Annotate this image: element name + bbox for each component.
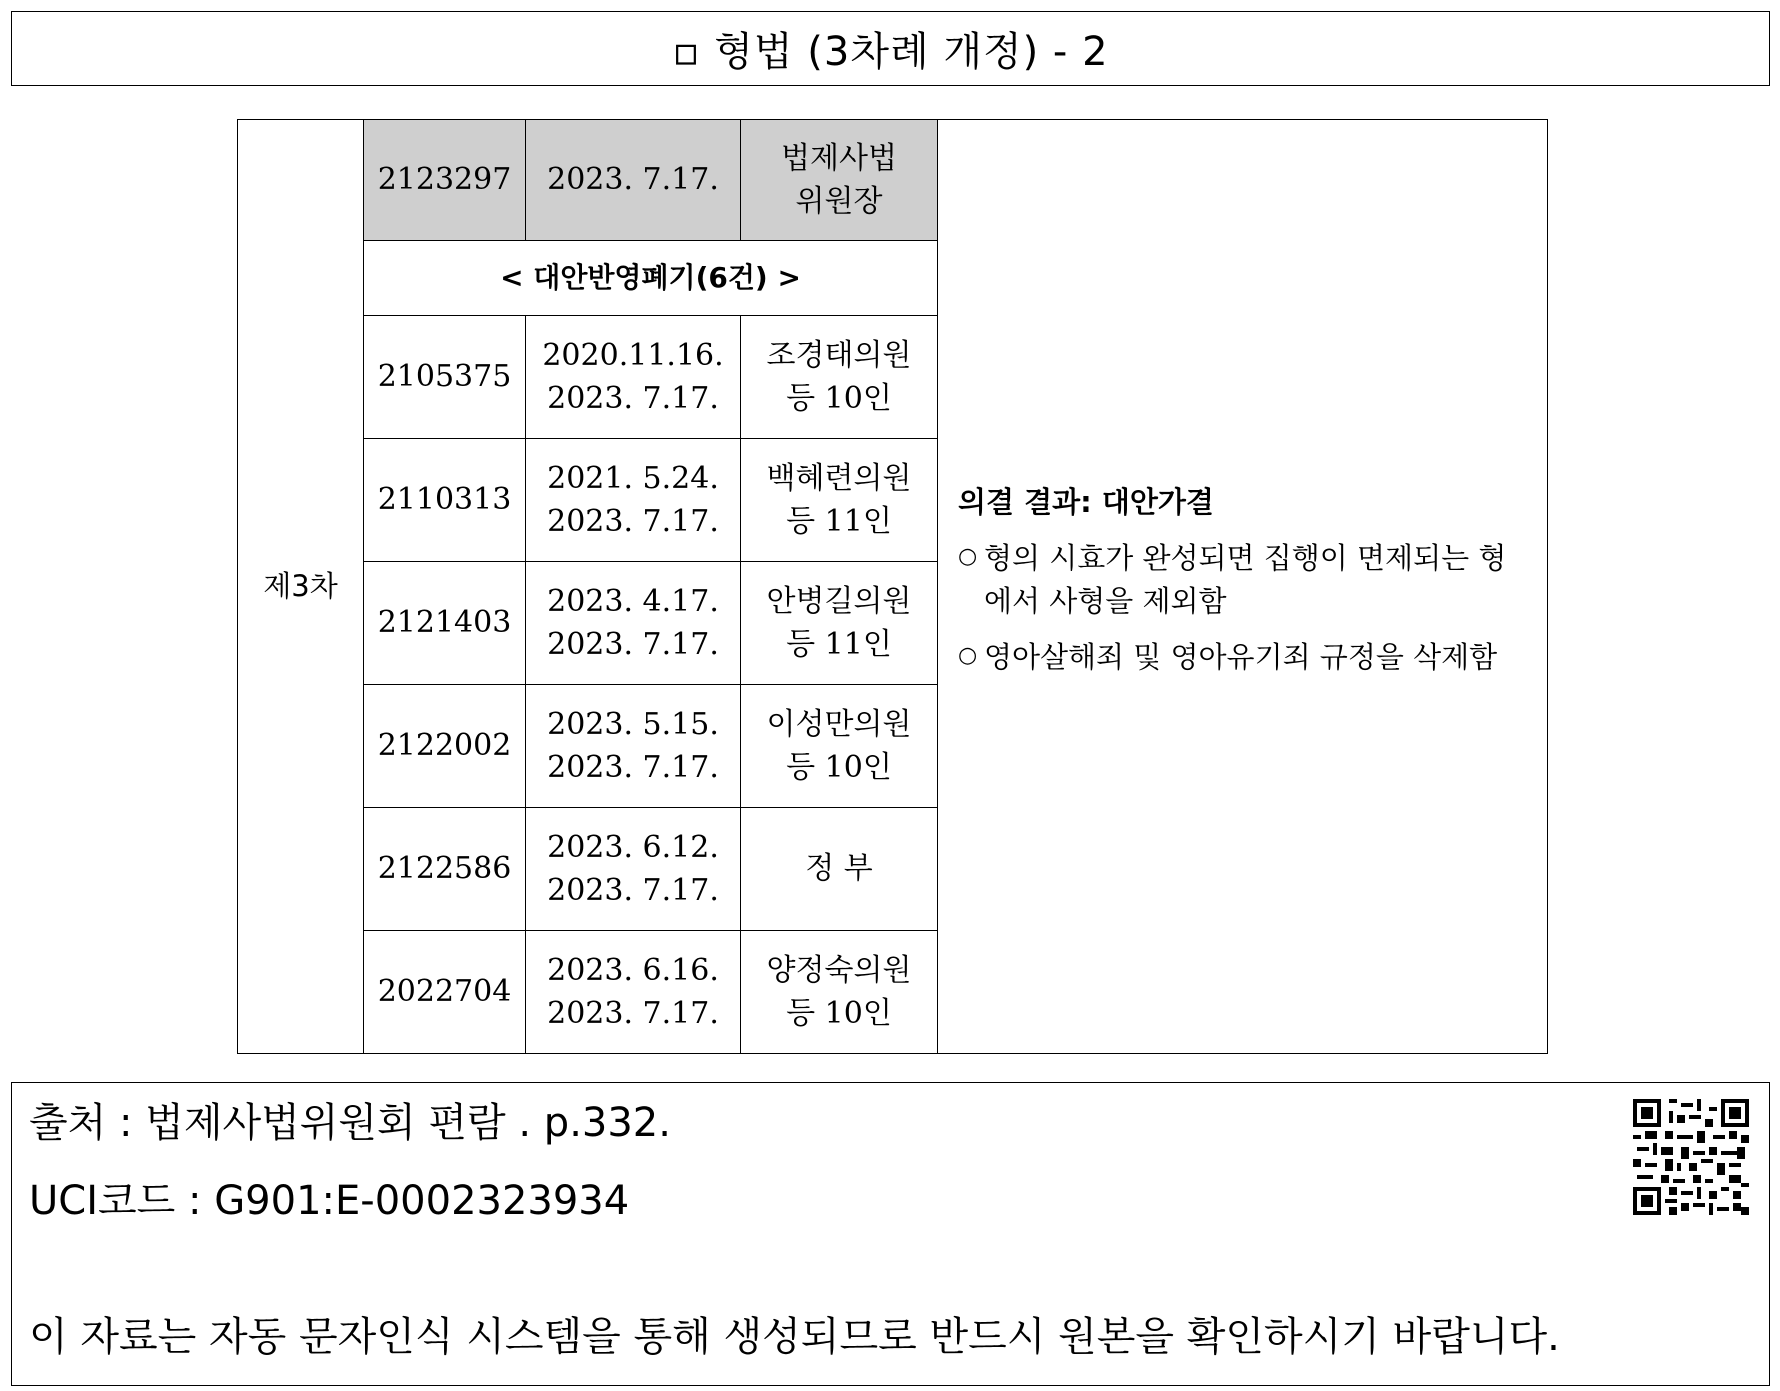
source-citation: 출처 : 법제사법위원회 편람 . p.332.: [29, 1100, 671, 1146]
bill-proposer: 법제사법 위원장: [741, 120, 938, 241]
bill-proposer: 안병길의원 등 11인: [741, 562, 938, 685]
bill-number: 2110313: [364, 439, 526, 562]
bill-number: 2022704: [364, 931, 526, 1054]
bill-dates: 2023. 6.12. 2023. 7.17.: [526, 808, 741, 931]
footer-box: [11, 1082, 1770, 1386]
bill-proposer: 백혜련의원 등 11인: [741, 439, 938, 562]
circle-bullet-icon: ○: [958, 544, 978, 570]
bill-dates: 2023. 6.16. 2023. 7.17.: [526, 931, 741, 1054]
uci-code: UCI코드 : G901:E-0002323934: [29, 1178, 630, 1224]
result-heading: 의결 결과: 대안가결: [958, 485, 1214, 520]
bill-proposer: 정 부: [741, 808, 938, 931]
bill-number: 2122002: [364, 685, 526, 808]
bill-proposer: 조경태의원 등 10인: [741, 316, 938, 439]
decision-result: [938, 120, 1548, 1054]
qr-code-icon: [1633, 1099, 1749, 1215]
ocr-notice: 이 자료는 자동 문자인식 시스템을 통해 생성되므로 반드시 원본을 확인하시기 바랍니다.: [29, 1314, 1560, 1360]
result-item: ○ 영아살해죄 및 영아유기죄 규정을 삭제함: [958, 636, 1527, 678]
result-item: ○ 형의 시효가 완성되면 집행이 면제되는 형에서 사형을 제외함: [958, 537, 1527, 621]
circle-bullet-icon: ○: [958, 642, 978, 668]
bill-number: 2123297: [364, 120, 526, 241]
page-title: ▫ 형법 (3차례 개정) - 2: [11, 11, 1770, 86]
bill-dates: 2023. 5.15. 2023. 7.17.: [526, 685, 741, 808]
bill-proposer: 이성만의원 등 10인: [741, 685, 938, 808]
bill-date: 2023. 7.17.: [526, 120, 741, 241]
bill-dates: 2021. 5.24. 2023. 7.17.: [526, 439, 741, 562]
bill-number: 2105375: [364, 316, 526, 439]
bill-dates: 2023. 4.17. 2023. 7.17.: [526, 562, 741, 685]
bill-table: [237, 119, 1548, 1054]
bill-dates: 2020.11.16. 2023. 7.17.: [526, 316, 741, 439]
bill-proposer: 양정숙의원 등 10인: [741, 931, 938, 1054]
bill-number: 2121403: [364, 562, 526, 685]
bill-number: 2122586: [364, 808, 526, 931]
round-label: 제3차: [238, 120, 364, 1054]
section-label: < 대안반영폐기(6건) >: [364, 241, 938, 316]
